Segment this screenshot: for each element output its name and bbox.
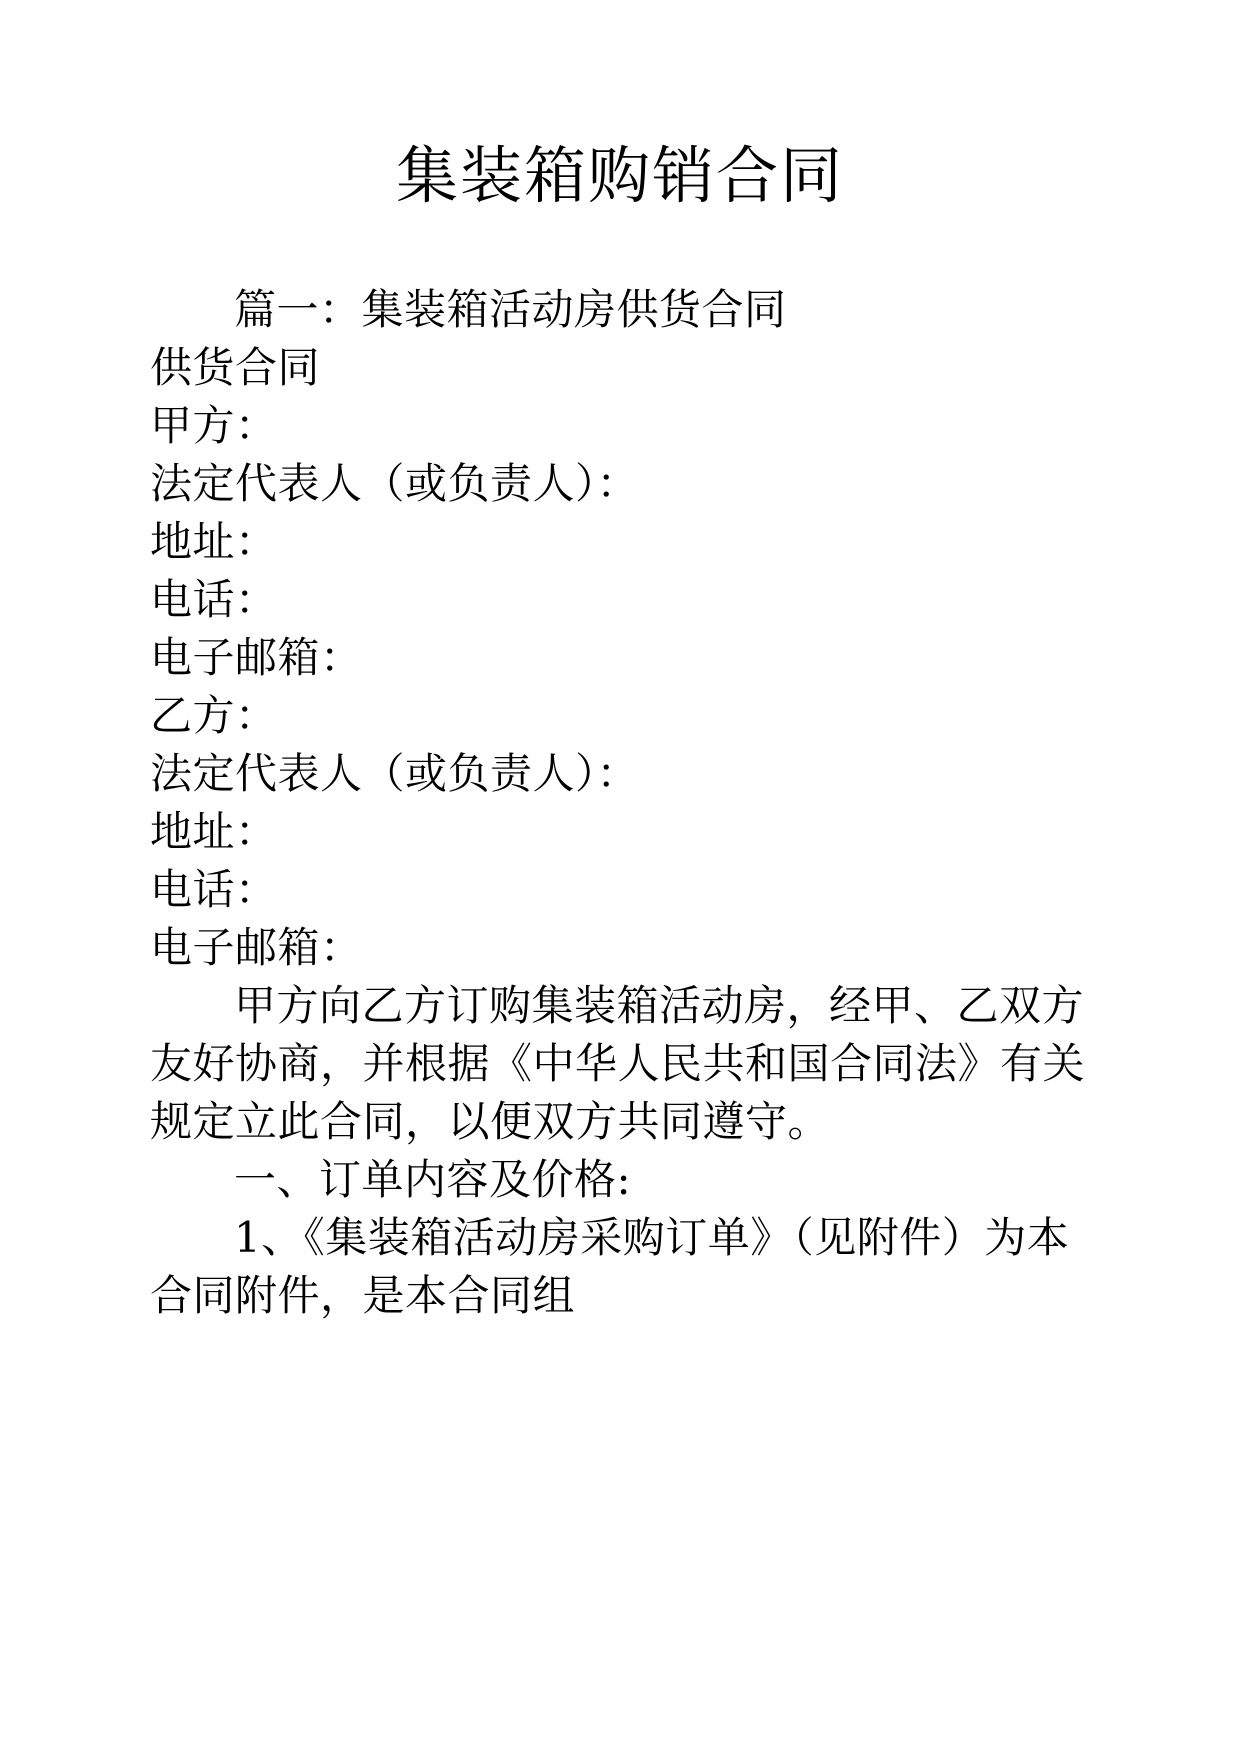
text-line: 法定代表人（或负责人）：	[150, 459, 640, 509]
text-line: 电话：	[150, 575, 278, 625]
text-line: 供货合同	[150, 343, 321, 393]
text-line: 电话：	[150, 864, 278, 914]
text-line: 地址：	[150, 806, 278, 856]
section-heading: 一、订单内容及价格:	[234, 1154, 632, 1204]
text-line: 电子邮箱：	[150, 922, 363, 972]
text-line: 篇一：集装箱活动房供货合同	[234, 285, 787, 335]
text-line: 法定代表人（或负责人）：	[150, 748, 640, 798]
paragraph: 甲方向乙方订购集装箱活动房，经甲、乙双方友好协商，并根据《中华人民共和国合同法》有关规定立此合同，以便双方共同遵守。	[150, 980, 1086, 1146]
text-line: 电子邮箱：	[150, 633, 363, 683]
page-title: 集装箱购销合同	[395, 139, 844, 212]
text-line: 甲方：	[150, 401, 278, 451]
text-line: 乙方：	[150, 690, 278, 740]
document-body	[150, 281, 1090, 1324]
paragraph: 1、《集装箱活动房采购订单》（见附件）为本合同附件，是本合同组	[150, 1212, 1070, 1320]
text-line: 地址：	[150, 517, 278, 567]
